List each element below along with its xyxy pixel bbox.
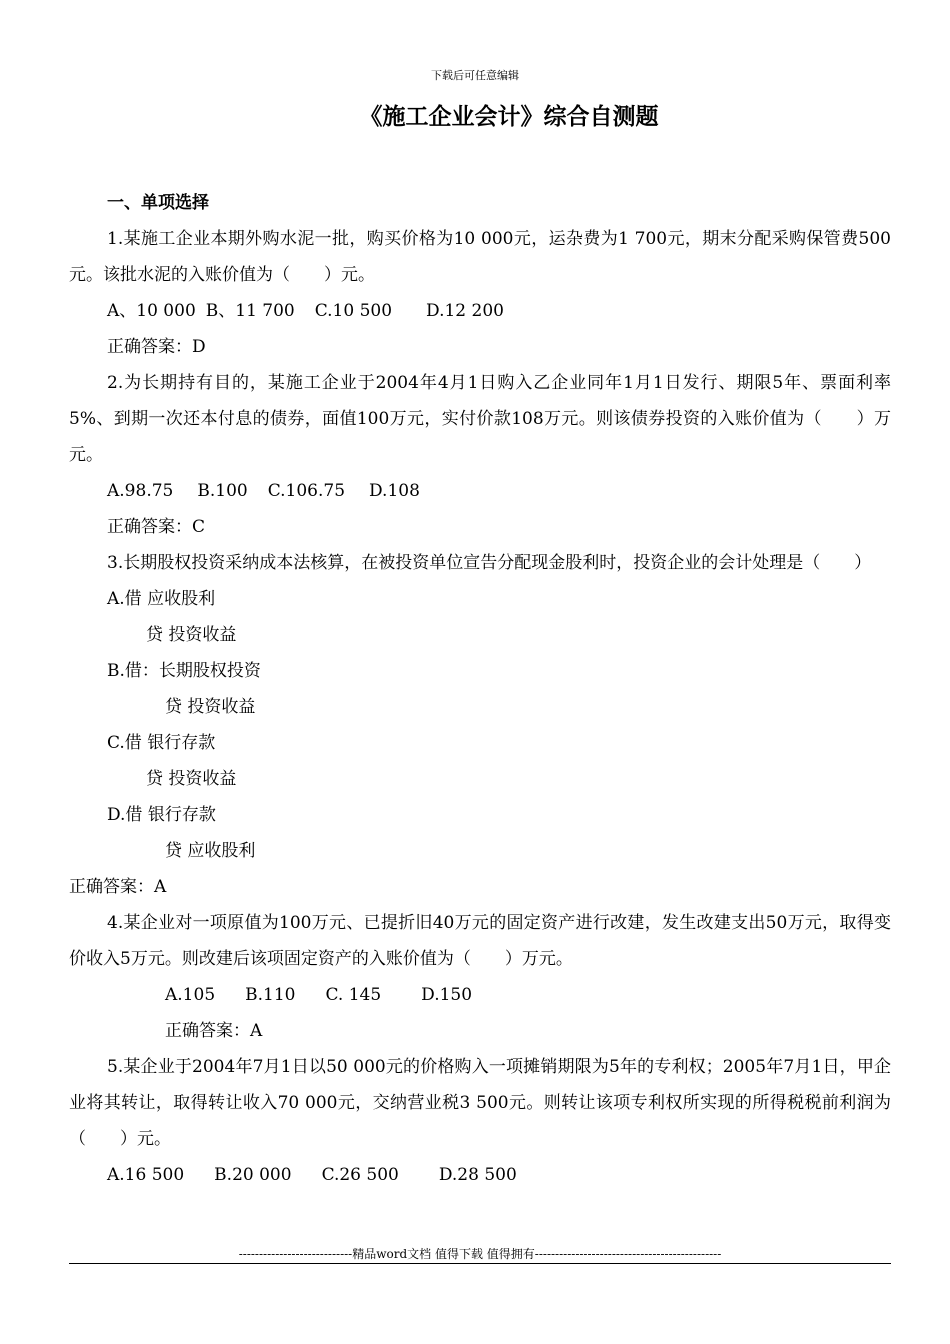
question-5-option-d: D.28 500	[438, 1165, 517, 1185]
question-2-option-a: A.98.75	[107, 481, 174, 501]
document-title: 《施工企业会计》综合自测题	[359, 103, 659, 130]
question-4-answer: 正确答案：A	[165, 1021, 263, 1041]
question-3-option-c-debit: C.借 银行存款	[107, 733, 216, 753]
question-4-option-a: A.105	[165, 985, 216, 1005]
question-3-option-c-credit: 贷 投资收益	[146, 769, 237, 789]
question-5-option-b: B.20 000	[214, 1165, 292, 1185]
question-1-option-a: A、10 000	[107, 301, 196, 321]
question-1-text: 1.某施工企业本期外购水泥一批，购买价格为10 000元，运杂费为1 700元，期末分配采购保管费500元。该批水泥的入账价值为（ ）元。	[69, 229, 891, 285]
question-3-option-b-debit: B.借：长期股权投资	[107, 661, 261, 681]
question-5-option-a: A.16 500	[107, 1165, 185, 1185]
question-2-answer: 正确答案：C	[107, 517, 206, 537]
question-4-option-c: C. 145	[325, 985, 382, 1005]
question-1-option-d: D.12 200	[426, 301, 504, 321]
question-2-text: 2.为长期持有目的，某施工企业于2004年4月1日购入乙企业同年1月1日发行、期限5年、票面利率5%、到期一次还本付息的债券，面值100万元，实付价款108万元。则该债券投资的入账价值为（ ）万元。	[69, 373, 891, 465]
section-title: 一、单项选择	[107, 193, 209, 213]
question-4-text: 4.某企业对一项原值为100万元、已提折旧40万元的固定资产进行改建，发生改建支出50万元，取得变价收入5万元。则改建后该项固定资产的入账价值为（ ）万元。	[69, 913, 891, 969]
question-5-option-c: C.26 500	[321, 1165, 399, 1185]
question-3-answer: 正确答案：A	[69, 877, 167, 897]
question-1-option-c: C.10 500	[314, 301, 393, 321]
question-4-options	[69, 977, 891, 1013]
document-body	[69, 185, 891, 1193]
question-1-answer: 正确答案：D	[107, 337, 206, 357]
question-4-option-b: B.110	[245, 985, 296, 1005]
question-3-option-a-credit: 贷 投资收益	[146, 625, 237, 645]
footer-divider	[69, 1263, 891, 1264]
question-1-options	[69, 293, 891, 329]
header-note: 下载后可任意编辑	[431, 69, 519, 82]
question-5-options	[69, 1157, 891, 1193]
question-2-option-c: C.106.75	[267, 481, 346, 501]
question-2-option-d: D.108	[369, 481, 420, 501]
question-5-text: 5.某企业于2004年7月1日以50 000元的价格购入一项摊销期限为5年的专利权；2005年7月1日，甲企业将其转让，取得转让收入70 000元，交纳营业税3 500元。则转让该项专利权所实现的所得税税前利润为（ ）元。	[69, 1057, 891, 1149]
question-3-text: 3.长期股权投资采纳成本法核算，在被投资单位宣告分配现金股利时，投资企业的会计处理是（ ）	[107, 553, 872, 573]
question-3-option-a-debit: A.借 应收股利	[107, 589, 216, 609]
footer-note: ----------------------------精品word文档 值得下载 值得拥有----------------------------------------------	[238, 1247, 722, 1261]
question-2-options	[69, 473, 891, 509]
question-2-option-b: B.100	[197, 481, 248, 501]
question-3-option-d-debit: D.借 银行存款	[107, 805, 216, 825]
question-3-option-b-credit: 贷 投资收益	[165, 697, 256, 717]
question-4-option-d: D.150	[421, 985, 473, 1005]
question-1-option-b: B、11 700	[205, 301, 295, 321]
question-3-option-d-credit: 贷 应收股利	[165, 841, 256, 861]
